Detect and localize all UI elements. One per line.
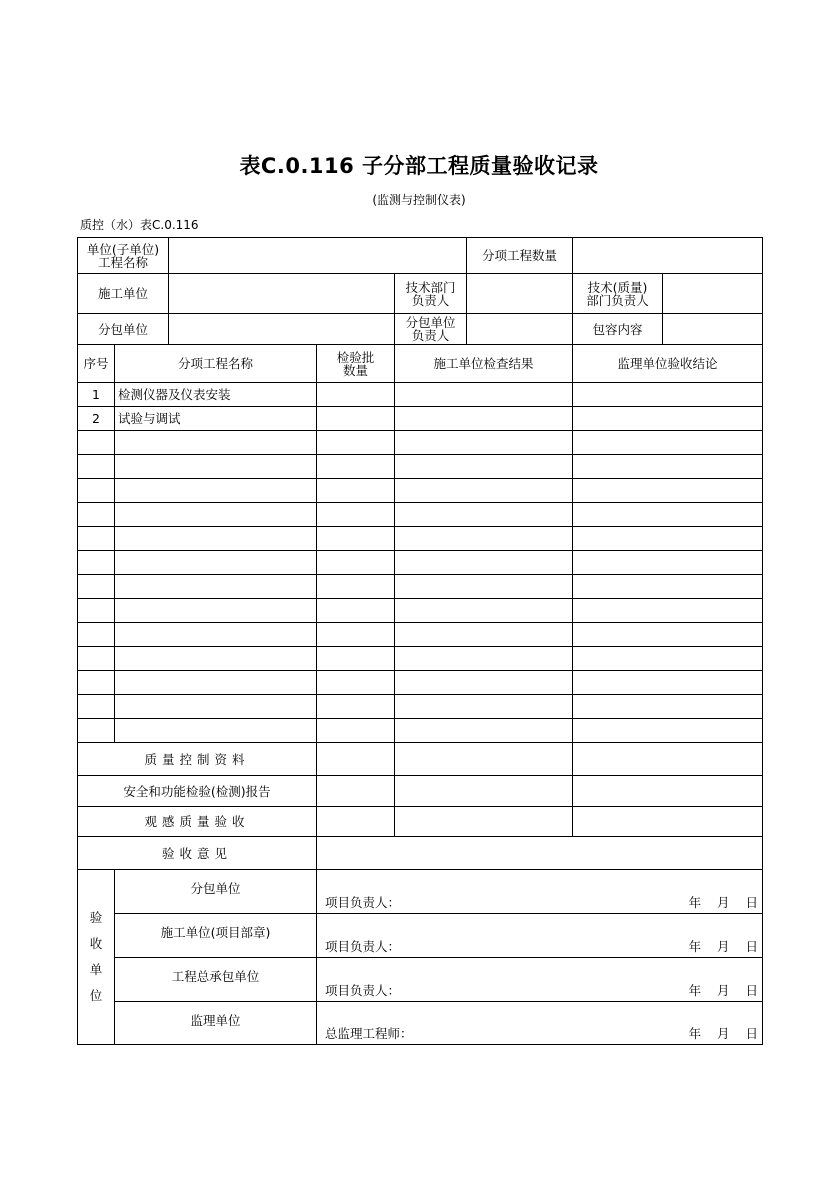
safety-report-label: 安全和功能检验(检测)报告 [78,776,317,807]
row-batch-count[interactable] [317,431,395,455]
acceptance-party-name: 工程总承包单位 [115,958,317,1002]
acceptance-party-name: 分包单位 [115,870,317,914]
row-item-name [115,527,317,551]
row-item-name: 试验与调试 [115,407,317,431]
col-header-item-name: 分项工程名称 [115,345,317,383]
row-batch-count[interactable] [317,695,395,719]
appearance-count[interactable] [317,807,395,837]
quality-docs-result[interactable] [395,743,573,776]
sign-date: 年 月 日 [688,939,759,954]
summary-row-appearance [78,807,763,837]
sign-date: 年 月 日 [688,895,759,910]
row-supervisor-conclusion[interactable] [573,407,763,431]
row-supervisor-conclusion[interactable] [573,503,763,527]
signer-label: 项目负责人： [325,983,401,998]
row-constructor-result[interactable] [395,407,573,431]
row-batch-count[interactable] [317,479,395,503]
row-constructor-result[interactable] [395,455,573,479]
row-supervisor-conclusion[interactable] [573,551,763,575]
row-seq [78,623,115,647]
row-item-name [115,695,317,719]
row-constructor-result[interactable] [395,431,573,455]
row-constructor-result[interactable] [395,551,573,575]
safety-report-conclusion[interactable] [573,776,763,807]
table-row [78,599,763,623]
sub-head-label: 分包单位 负责人 [395,314,467,345]
row-supervisor-conclusion[interactable] [573,479,763,503]
row-seq [78,575,115,599]
row-batch-count[interactable] [317,599,395,623]
info-row-subcontractor [78,314,763,345]
acceptance-unit-char: 验 [89,910,103,925]
acceptance-record-table [77,237,763,1045]
contents-value[interactable] [663,314,763,345]
row-constructor-result[interactable] [395,623,573,647]
row-seq: 1 [78,383,115,407]
acceptance-party-name: 施工单位(项目部章) [115,914,317,958]
opinion-label: 验收意见 [78,837,317,870]
row-batch-count[interactable] [317,455,395,479]
row-item-name [115,599,317,623]
row-item-name [115,575,317,599]
row-item-name [115,455,317,479]
subcontractor-label: 分包单位 [78,314,169,345]
acceptance-signature-cell[interactable] [317,1002,763,1045]
row-item-name [115,647,317,671]
row-constructor-result[interactable] [395,671,573,695]
acceptance-party-name: 监理单位 [115,1002,317,1045]
col-header-seq: 序号 [78,345,115,383]
contents-label: 包容内容 [573,314,663,345]
item-count-value[interactable] [573,238,763,274]
table-row [78,407,763,431]
row-item-name [115,431,317,455]
acceptance-signature-cell[interactable] [317,914,763,958]
row-item-name [115,671,317,695]
acceptance-row [78,870,763,914]
safety-report-result[interactable] [395,776,573,807]
row-item-name [115,623,317,647]
row-batch-count[interactable] [317,671,395,695]
row-constructor-result[interactable] [395,719,573,743]
acceptance-unit-label [78,870,115,1045]
signer-label: 项目负责人： [325,895,401,910]
row-supervisor-conclusion[interactable] [573,623,763,647]
appearance-conclusion[interactable] [573,807,763,837]
safety-report-count[interactable] [317,776,395,807]
row-batch-count[interactable] [317,551,395,575]
table-row [78,575,763,599]
table-row [78,719,763,743]
row-supervisor-conclusion[interactable] [573,431,763,455]
row-seq [78,503,115,527]
quality-docs-label: 质量控制资料 [78,743,317,776]
page-title: 表C.0.116 子分部工程质量验收记录 [239,154,599,178]
page-subtitle: (监测与控制仪表) [372,193,466,207]
quality-docs-count[interactable] [317,743,395,776]
info-row-constructor [78,274,763,314]
row-constructor-result[interactable] [395,527,573,551]
acceptance-unit-char: 收 [89,936,103,951]
row-constructor-result[interactable] [395,503,573,527]
acceptance-signature-cell[interactable] [317,958,763,1002]
row-seq [78,551,115,575]
row-batch-count[interactable] [317,623,395,647]
acceptance-signature-cell[interactable] [317,870,763,914]
row-constructor-result[interactable] [395,479,573,503]
row-supervisor-conclusion[interactable] [573,575,763,599]
row-constructor-result[interactable] [395,599,573,623]
row-item-name [115,503,317,527]
tech-quality-value[interactable] [663,274,763,314]
tech-quality-label: 技术(质量) 部门负责人 [573,274,663,314]
acceptance-row [78,958,763,1002]
row-seq [78,671,115,695]
appearance-result[interactable] [395,807,573,837]
table-row [78,479,763,503]
table-row [78,623,763,647]
col-header-supervisor-conclusion: 监理单位验收结论 [573,345,763,383]
signer-label: 总监理工程师： [325,1026,413,1041]
table-row [78,551,763,575]
row-seq [78,455,115,479]
constructor-value[interactable] [169,274,395,314]
acceptance-rows [78,870,763,1045]
table-row [78,383,763,407]
row-batch-count[interactable] [317,407,395,431]
row-constructor-result[interactable] [395,647,573,671]
summary-row-opinion [78,837,763,870]
row-supervisor-conclusion[interactable] [573,695,763,719]
row-seq [78,431,115,455]
col-header-constructor-result: 施工单位检查结果 [395,345,573,383]
row-item-name: 检测仪器及仪表安装 [115,383,317,407]
row-supervisor-conclusion[interactable] [573,383,763,407]
row-seq [78,599,115,623]
row-seq [78,527,115,551]
row-seq [78,695,115,719]
row-constructor-result[interactable] [395,383,573,407]
table-row [78,431,763,455]
row-item-name [115,719,317,743]
row-constructor-result[interactable] [395,575,573,599]
tech-dept-value[interactable] [467,274,573,314]
subcontractor-value[interactable] [169,314,395,345]
row-supervisor-conclusion[interactable] [573,599,763,623]
row-supervisor-conclusion[interactable] [573,719,763,743]
table-row [78,455,763,479]
sign-date: 年 月 日 [688,1026,759,1041]
table-row [78,647,763,671]
constructor-label: 施工单位 [78,274,169,314]
row-seq: 2 [78,407,115,431]
row-supervisor-conclusion[interactable] [573,647,763,671]
col-header-batch-count: 检验批 数量 [317,345,395,383]
acceptance-unit-char: 单 [89,962,103,977]
row-item-name [115,551,317,575]
row-seq [78,719,115,743]
tech-dept-label: 技术部门 负责人 [395,274,467,314]
table-row [78,527,763,551]
item-count-label: 分项工程数量 [467,238,573,274]
row-batch-count[interactable] [317,383,395,407]
row-constructor-result[interactable] [395,695,573,719]
acceptance-unit-char: 位 [89,988,103,1003]
row-batch-count[interactable] [317,575,395,599]
column-header-row [78,345,763,383]
sub-head-value[interactable] [467,314,573,345]
acceptance-row [78,1002,763,1045]
unit-name-value[interactable] [169,238,467,274]
acceptance-row [78,914,763,958]
row-batch-count[interactable] [317,719,395,743]
row-batch-count[interactable] [317,503,395,527]
row-seq [78,647,115,671]
quality-docs-conclusion[interactable] [573,743,763,776]
row-supervisor-conclusion[interactable] [573,455,763,479]
row-seq [78,479,115,503]
row-supervisor-conclusion[interactable] [573,527,763,551]
table-row [78,503,763,527]
row-batch-count[interactable] [317,527,395,551]
appearance-label: 观感质量验收 [78,807,317,837]
table-row [78,671,763,695]
form-code: 质控（水）表C.0.116 [80,218,199,232]
sign-date: 年 月 日 [688,983,759,998]
unit-name-label: 单位(子单位) 工程名称 [78,238,169,274]
row-batch-count[interactable] [317,647,395,671]
summary-row-safety [78,776,763,807]
table-row [78,695,763,719]
row-supervisor-conclusion[interactable] [573,671,763,695]
opinion-value[interactable] [317,837,763,870]
info-row-project [78,238,763,274]
signer-label: 项目负责人： [325,939,401,954]
row-item-name [115,479,317,503]
summary-row-quality-docs [78,743,763,776]
item-rows [78,383,763,743]
